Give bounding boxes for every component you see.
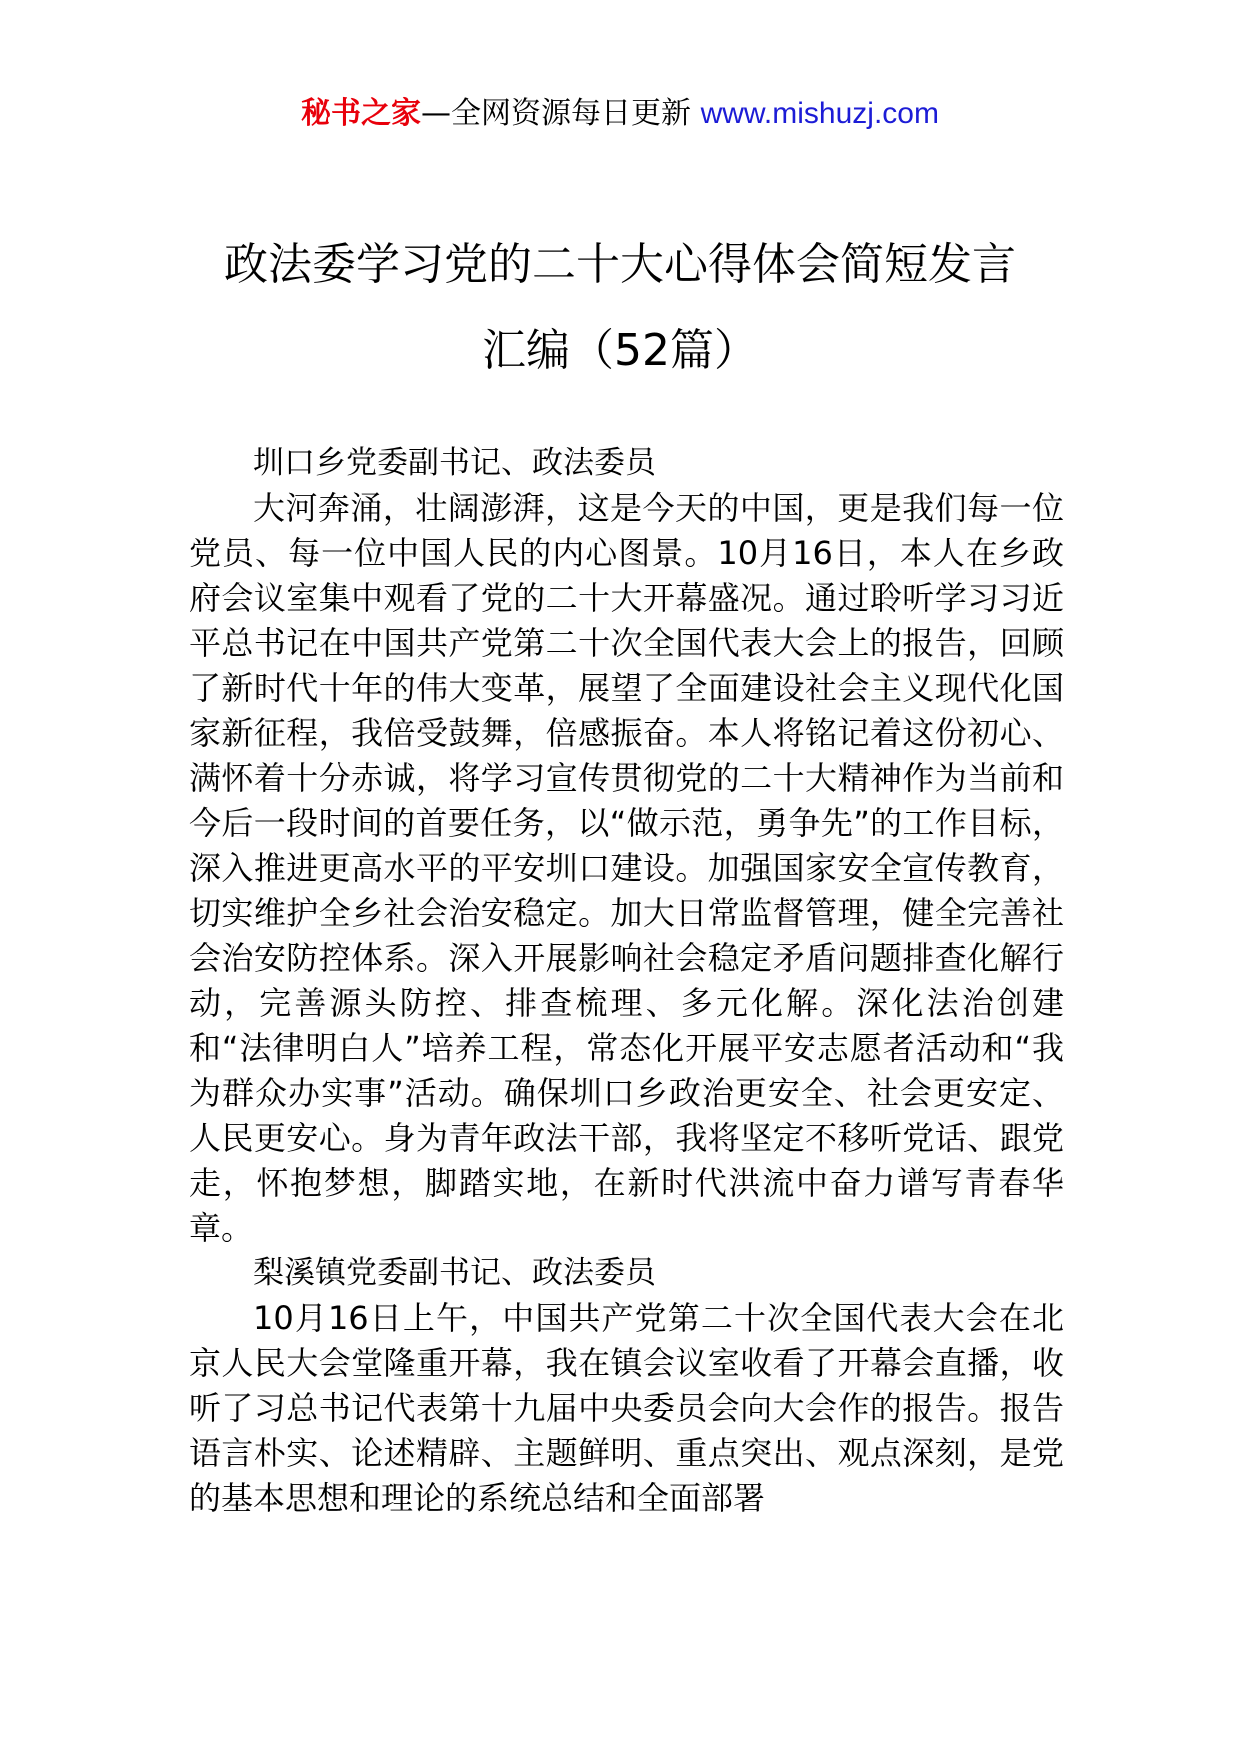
section-1-author: 圳口乡党委副书记、政法委员 xyxy=(253,445,656,481)
banner-url[interactable]: www.mishuzj.com xyxy=(700,97,939,130)
document-body xyxy=(189,441,1064,1521)
section-1-paragraph: 大河奔涌，壮阔澎湃，这是今天的中国，更是我们每一位党员、每一位中国人民的内心图景。10月16日，本人在乡政府会议室集中观看了党的二十大开幕盛况。通过聆听学习习近平总书记在中国共产党第二十次全国代表大会上的报告，回顾了新时代十年的伟大变革，展望了全面建设社会主义现代化国家新征程，我倍受鼓舞，倍感振奋。本人将铭记着这份初心、满怀着十分赤诚，将学习宣传贯彻党的二十大精神作为当前和今后一段时间的首要任务，以“做示范，勇争先”的工作目标，深入推进更高水平的平安圳口建设。加强国家安全宣传教育，切实维护全乡社会治安稳定。加大日常监督管理，健全完善社会治安防控体系。深入开展影响社会稳定矛盾问题排查化解行动，完善源头防控、排查梳理、多元化解。深化法治创建和“法律明白人”培养工程，常态化开展平安志愿者活动和“我为群众办实事”活动。确保圳口乡政治更安全、社会更安定、人民更安心。身为青年政法干部，我将坚定不移听党话、跟党走，怀抱梦想，脚踏实地，在新时代洪流中奋力谱写青春华章。 xyxy=(189,489,1064,1247)
banner-brand: 秘书之家 xyxy=(301,96,422,131)
document-title-line-1: 政法委学习党的二十大心得体会简短发言 xyxy=(224,239,1016,290)
section-2-author: 梨溪镇党委副书记、政法委员 xyxy=(253,1255,656,1291)
banner-slogan: —全网资源每日更新 xyxy=(421,96,701,131)
section-2-paragraph: 10月16日上午，中国共产党第二十次全国代表大会在北京人民大会堂隆重开幕，我在镇会议室收看了开幕会直播，收听了习总书记代表第十九届中央委员会向大会作的报告。报告语言朴实、论述精辟、主题鲜明、重点突出、观点深刻，是党的基本思想和理论的系统总结和全面部署 xyxy=(189,1299,1064,1517)
document-title-line-2: 汇编（52篇） xyxy=(482,325,758,376)
site-banner xyxy=(0,94,1240,134)
